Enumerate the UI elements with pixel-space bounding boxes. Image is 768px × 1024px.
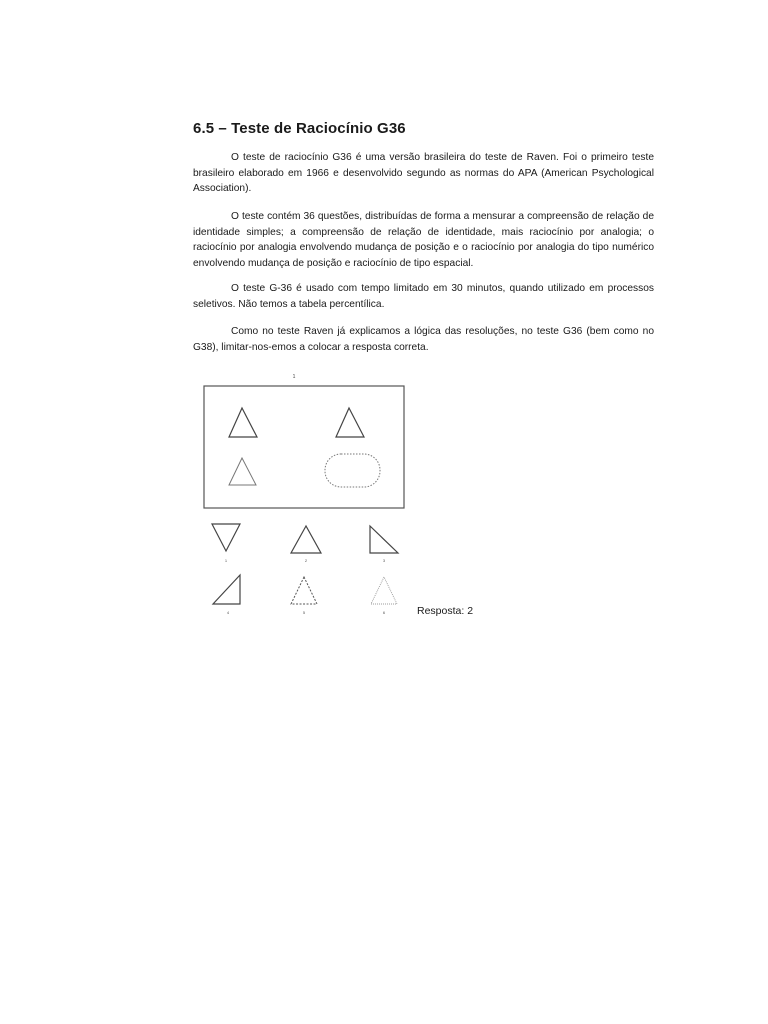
option-2-shape [291,526,321,553]
missing-piece-placeholder [325,454,380,487]
paragraph-time-limit: O teste G-36 é usado com tempo limitado em 30 minutos, quando utilizado em processos seletivos. Não temos a tabela percentílica. [193,283,654,310]
matrix-frame [204,386,404,508]
option-1-shape [212,524,240,551]
answer-text: Resposta: 2 [417,605,474,617]
option-2-label: 2 [304,558,308,563]
option-5-shape [291,577,317,604]
section-title: 6.5 – Teste de Raciocínio G36 [193,120,406,137]
figure-drawing [195,368,425,626]
option-6-label: 6 [382,610,386,615]
option-4-label: 4 [226,610,230,615]
matrix-triangle-bottom-left [229,458,256,485]
option-4-shape [213,575,240,604]
paragraph-intro: O teste de raciocínio G36 é uma versão brasileira do teste de Raven. Foi o primeiro teste brasileiro elaborado em 1966 e desenvolvido segundo as normas do APA (American Psychological Association). [193,152,654,194]
matrix-triangle-top-right [336,408,364,437]
matrix-triangle-top-left [229,408,257,437]
option-1-label: 1 [224,558,228,563]
option-3-shape [370,526,398,553]
option-5-label: 5 [302,610,306,615]
option-6-shape [371,577,397,604]
paragraph-explanation: Como no teste Raven já explicamos a lógica das resoluções, no teste G36 (bem como no G38), limitar-nos-emos a colocar a resposta correta. [193,326,654,353]
question-number: 1 [292,374,296,380]
paragraph-contents: O teste contém 36 questões, distribuídas de forma a mensurar a compreensão de relação de identidade simples; a compreensão de relação de identidade, mais raciocínio por analogia; o raciocínio por analogia envolvendo mudança de posição e o raciocínio por analogia do tipo numérico envolvendo mudança de posição e raciocínio de tipo espacial. [193,211,654,269]
question-figure [195,368,425,626]
option-3-label: 3 [382,558,386,563]
